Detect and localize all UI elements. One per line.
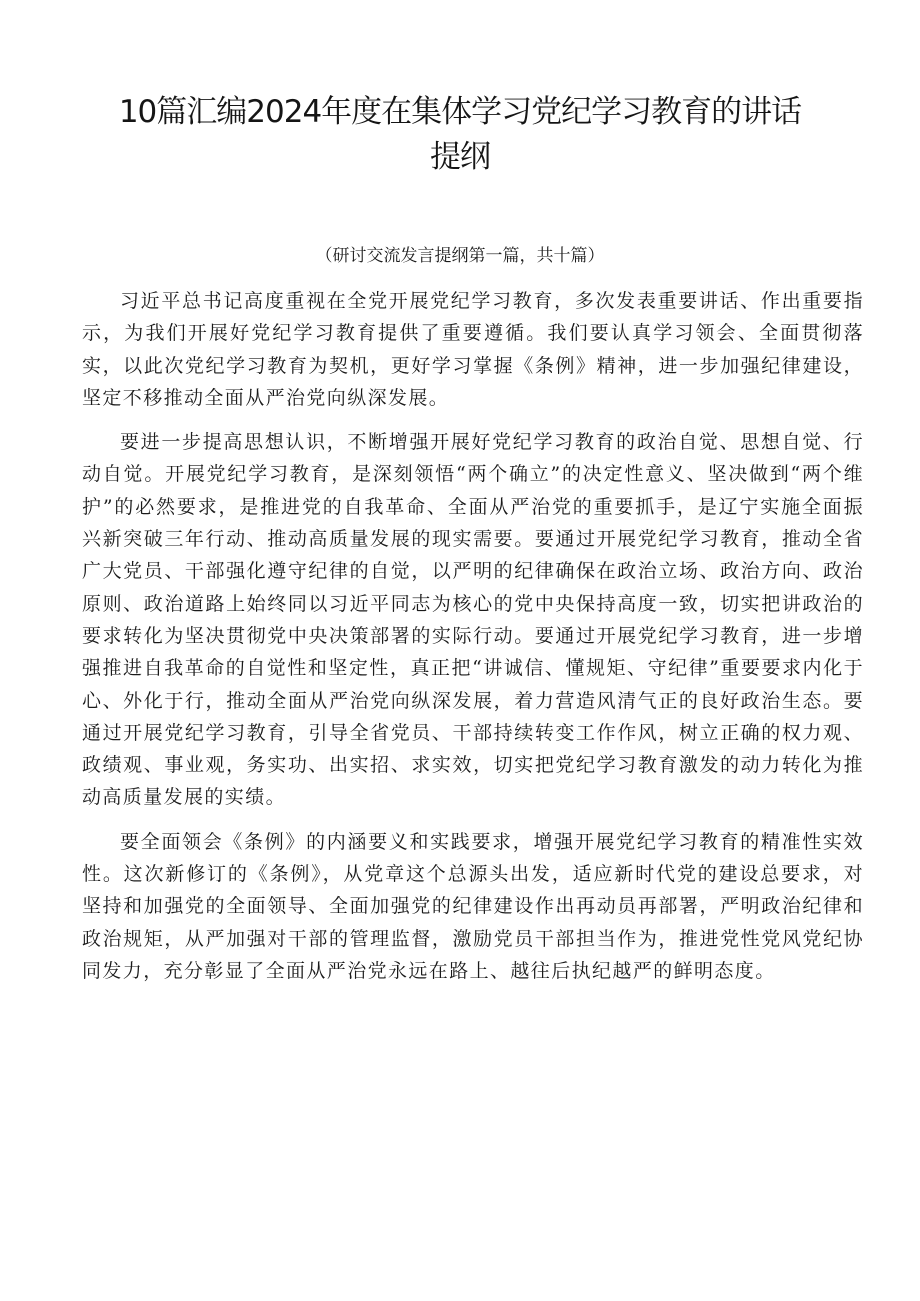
document-title: 10篇汇编2024年度在集体学习党纪学习教育的讲话提纲 xyxy=(118,94,802,175)
document-body xyxy=(82,285,864,999)
document-subtitle: （研讨交流发言提纲第一篇，共十篇） xyxy=(315,246,605,266)
body-paragraph-1: 习近平总书记高度重视在全党开展党纪学习教育，多次发表重要讲话、作出重要指示，为我们开展好党纪学习教育提供了重要遵循。我们要认真学习领会、全面贯彻落实，以此次党纪学习教育为契机，更好学习掌握《条例》精神，进一步加强纪律建设，坚定不移推动全面从严治党向纵深发展。 xyxy=(82,290,864,409)
body-paragraph-2: 要进一步提高思想认识，不断增强开展好党纪学习教育的政治自觉、思想自觉、行动自觉。开展党纪学习教育，是深刻领悟“两个确立”的决定性意义、坚决做到“两个维护”的必然要求，是推进党的自我革命、全面从严治党的重要抓手，是辽宁实施全面振兴新突破三年行动、推动高质量发展的现实需要。要通过开展党纪学习教育，推动全省广大党员、干部强化遵守纪律的自觉，以严明的纪律确保在政治立场、政治方向、政治原则、政治道路上始终同以习近平同志为核心的党中央保持高度一致，切实把讲政治的要求转化为坚决贯彻党中央决策部署的实际行动。要通过开展党纪学习教育，进一步增强推进自我革命的自觉性和坚定性，真正把“讲诚信、懂规矩、守纪律”重要要求内化于心、外化于行，推动全面从严治党向纵深发展，着力营造风清气正的良好政治生态。要通过开展党纪学习教育，引导全省党员、干部持续转变工作作风，树立正确的权力观、政绩观、事业观，务实功、出实招、求实效，切实把党纪学习教育激发的动力转化为推动高质量发展的实绩。 xyxy=(82,431,864,809)
body-paragraph-3: 要全面领会《条例》的内涵要义和实践要求，增强开展党纪学习教育的精准性实效性。这次新修订的《条例》，从党章这个总源头出发，适应新时代党的建设总要求，对坚持和加强党的全面领导、全面加强党的纪律建设作出再动员再部署，严明政治纪律和政治规矩，从严加强对干部的管理监督，激励党员干部担当作为，推进党性党风党纪协同发力，充分彰显了全面从严治党永远在路上、越往后执纪越严的鲜明态度。 xyxy=(82,830,864,982)
